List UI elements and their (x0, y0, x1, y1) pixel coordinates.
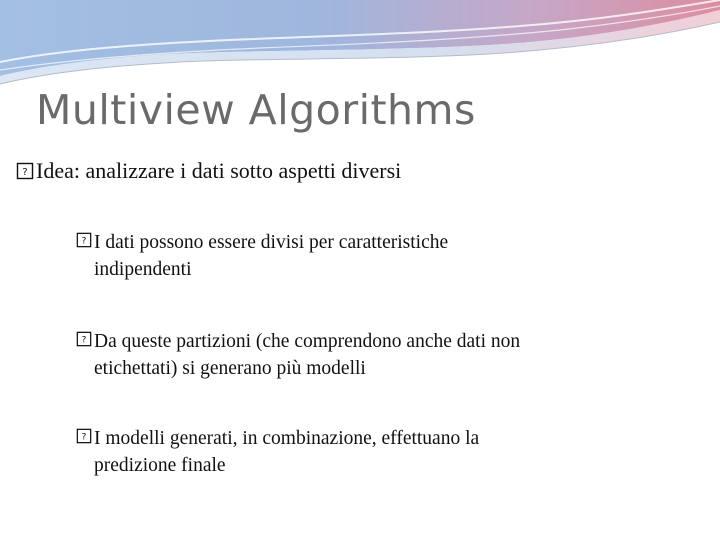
svg-text:?: ? (81, 236, 87, 247)
missing-glyph-box-icon (76, 428, 94, 446)
bullet-line1: Da queste partizioni (che comprendono anche dati non (94, 331, 521, 352)
missing-glyph-box-icon (76, 232, 94, 250)
bullet-level1 (16, 158, 401, 184)
bullet-level2-item (76, 328, 676, 382)
bullet-line2: indipendenti (94, 259, 192, 280)
missing-glyph-box-icon (76, 331, 94, 349)
svg-text:?: ? (22, 167, 28, 178)
missing-glyph-box-icon (16, 162, 36, 180)
bullet-level1-text: Idea: analizzare i dati sotto aspetti diversi (36, 158, 402, 183)
header-wave-banner (0, 0, 720, 90)
svg-text:?: ? (81, 335, 87, 346)
bullet-line1: I dati possono essere divisi per caratteristiche (94, 232, 449, 253)
bullet-line1: I modelli generati, in combinazione, effettuano la (94, 428, 480, 449)
slide-title: Multiview Algorithms (36, 86, 476, 134)
bullet-level2-item (76, 425, 676, 479)
bullet-level2-item (76, 229, 676, 283)
bullet-line2: etichettati) si generano più modelli (94, 358, 366, 379)
svg-text:?: ? (81, 432, 87, 443)
bullet-line2: predizione finale (94, 455, 226, 476)
